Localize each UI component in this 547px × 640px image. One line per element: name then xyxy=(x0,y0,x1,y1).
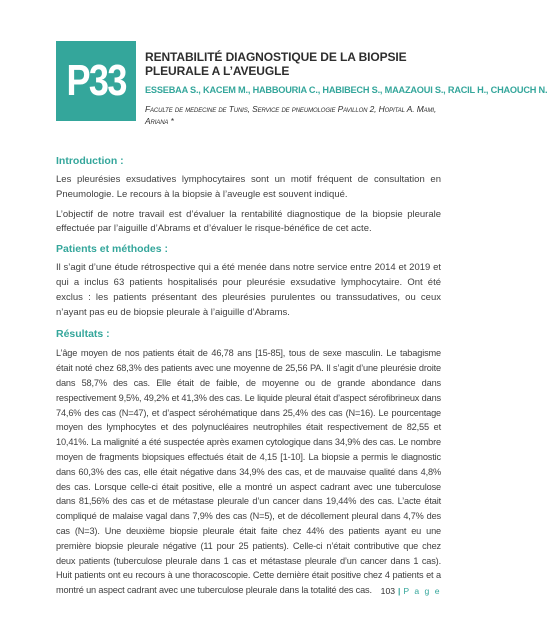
section-heading-methods: Patients et méthodes : xyxy=(56,243,169,256)
paragraph-results: L’âge moyen de nos patients était de 46,78 ans [15-85], tous de sexe masculin. Le tabagisme était noté chez 68,3% des patients avec une moyenne de 25,56 PA. Il s’agit d’une pleurésie droite dans 58,7% des cas. Elle était de faible, de moyenne ou de grande abondance dans respectivement 9,5%, 49,2% et 41,3% des cas. Le liquide pleural était d’aspect sérofibrineux dans 74,6% des cas (N=47), et d’aspect sérohématique dans 25,4% des cas (N=16). Le pourcentage moyen des lymphocytes et des polynucléaires neutrophiles était respectivement de 82,55 et 10,41%. La malignité a été suspectée après examen cytologique dans 34,9% des cas. Le nombre moyen de fragments biopsiques effectués était de 4,15 [1-10]. La biopsie a permis le diagnostic dans 60,3% des cas, elle était négative dans 34,9% des cas, et de mauvaise qualité dans 4,8% des cas. Lorsque celle-ci était positive, elle a montré un aspect cadrant avec une tuberculose dans 81,56% des cas et de métastase pleurale d’un cancer dans 19,44% des cas. L’acte était compliqué de malaise vagal dans 7,9% des cas (N=5), et de décollement pleural dans 4,7% des cas (N=3). Une deuxième biopsie pleurale était faite chez 44% des patients ayant eu une première biopsie pleurale négative (11 pour 25 patients). Celle-ci n’était contributive que chez deux patients (tuberculose pleurale dans 1 cas et métastase pleurale d’un cancer dans 1 cas). Huit patients ont eu recours à une thoracoscopie. Cette dernière était positive chez 4 patients et a montré un aspect cadrant avec une tuberculose pleurale dans la totalité des cas. xyxy=(56,348,441,596)
section-heading-introduction: Introduction : xyxy=(56,155,124,167)
abstract-title: RENTABILITÉ DIAGNOSTIQUE DE LA BIOPSIE PLEURALE A L’AVEUGLE xyxy=(145,50,407,78)
abstract-number: P33 xyxy=(66,56,126,105)
abstract-header xyxy=(145,50,547,127)
page-label: P a g e xyxy=(403,586,441,596)
paragraph-introduction: Les pleurésies exsudatives lymphocytaires sont un motif fréquent de consultation en Pneumologie. Le recours à la biopsie à l’aveugle est souvent indiqué. xyxy=(56,174,441,200)
author-list: ESSEBAA S., KACEM M., HABBOURIA C., HABIBECH S., MAAZAOUI S., RACIL H., CHAOUCH N. xyxy=(145,85,547,95)
abstract-number-badge xyxy=(56,41,136,121)
paragraph-methods: Il s’agit d’une étude rétrospective qui a été menée dans notre service entre 2014 et 2019 et qui a inclus 63 patients hospitalisés pour pleurésie exsudative lymphocytaire. Ont été exclus : les patients présentant des pleurésies purulentes ou transsudatives, ou ceux n’ayant pas eu de biopsie pleurale à l’aiguille d’Abrams. xyxy=(56,262,441,318)
affiliation: Faculte de medecine de Tunis, Service de pneumologie Pavillon 2, Hopital A. Mami, Ariana * xyxy=(145,104,437,126)
page-number: 103 xyxy=(380,586,396,596)
paragraph-objective: L’objectif de notre travail est d’évaluer la rentabilité diagnostique de la biopsie pleurale effectuée par l’aiguille d’Abrams et d’évaluer le risque-bénéfice de cet acte. xyxy=(56,208,441,235)
abstract-body xyxy=(56,154,441,598)
section-heading-results: Résultats : xyxy=(56,328,110,341)
page-footer xyxy=(381,586,441,596)
footer-separator: | xyxy=(398,586,401,596)
